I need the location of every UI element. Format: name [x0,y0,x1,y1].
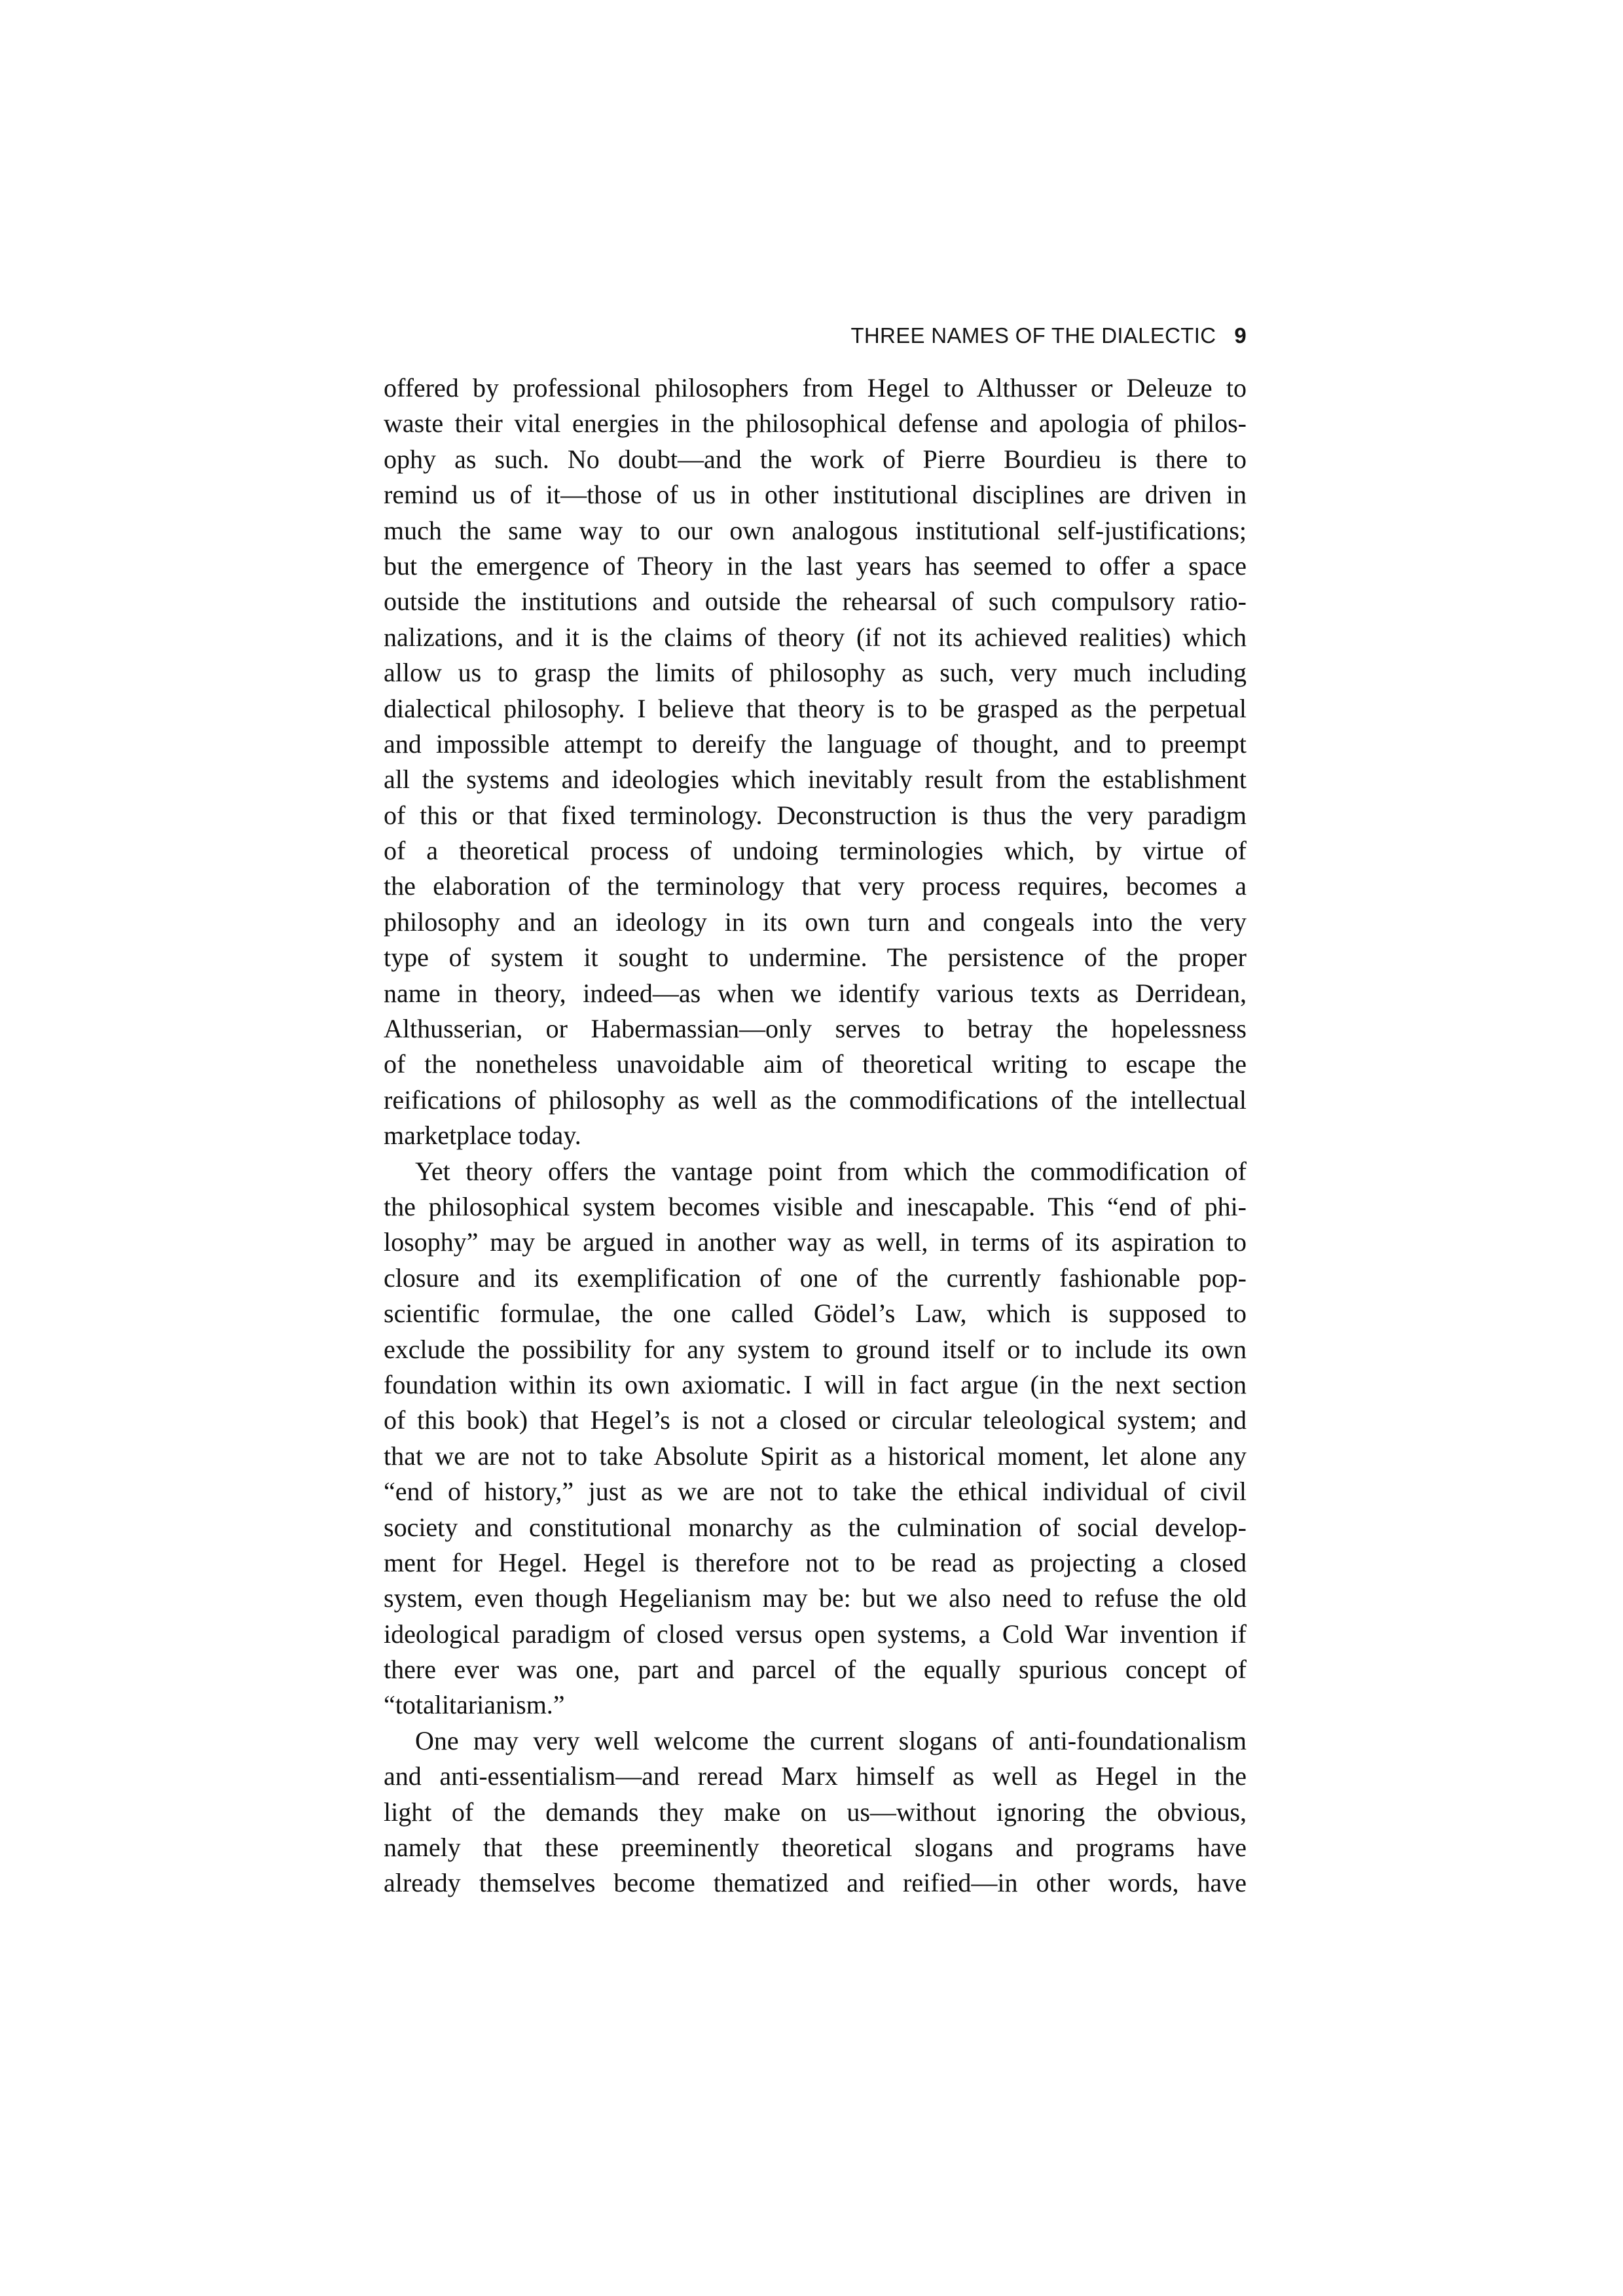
text-line: ophy as such. No doubt—and the work of Pierre Bourdieu is there to [384,444,1247,474]
text-line: waste their vital energies in the philosophical defense and apologia of philos- [384,408,1247,439]
paragraph-end-line: marketplace today. [384,1121,581,1151]
text-line: reifications of philosophy as well as the commodifications of the intellectual [384,1085,1247,1115]
text-line: type of system it sought to undermine. The persistence of the proper [384,942,1247,973]
paragraph-end-line: “totalitarianism.” [384,1690,565,1720]
text-line: the elaboration of the terminology that very process requires, becomes a [384,871,1247,901]
running-head [384,323,1247,348]
text-line: foundation within its own axiomatic. I will in fact argue (in the next section [384,1369,1247,1399]
text-line: of a theoretical process of undoing terminologies which, by virtue of [384,836,1247,866]
text-line: remind us of it—those of us in other institutional disciplines are driven in [384,480,1247,510]
text-line: outside the institutions and outside the rehearsal of such compulsory ratio- [384,586,1247,617]
text-line: exclude the possibility for any system to ground itself or to include its own [384,1334,1247,1364]
text-line: all the systems and ideologies which inevitably result from the establishment [384,764,1247,795]
text-line: of this book) that Hegel’s is not a closed or circular teleological system; and [384,1405,1247,1435]
text-line: namely that these preeminently theoretical slogans and programs have [384,1833,1247,1863]
running-head-title: THREE NAMES OF THE DIALECTIC [850,323,1216,348]
text-line: closure and its exemplification of one of the currently fashionable pop- [384,1263,1247,1293]
text-line: Althusserian, or Habermassian—only serves to betray the hopelessness [384,1014,1247,1044]
text-line: offered by professional philosophers from Hegel to Althusser or Deleuze to [384,373,1247,403]
text-line: name in theory, indeed—as when we identify various texts as Derridean, [384,978,1247,1008]
text-line: there ever was one, part and parcel of the equally spurious concept of [384,1655,1247,1685]
text-line: of this or that fixed terminology. Deconstruction is thus the very paradigm [384,800,1247,830]
text-line: ment for Hegel. Hegel is therefore not to be read as projecting a closed [384,1547,1247,1577]
text-line: the philosophical system becomes visible and inescapable. This “end of phi- [384,1191,1247,1221]
text-line: losophy” may be argued in another way as well, in terms of its aspiration to [384,1227,1247,1257]
text-line: “end of history,” just as we are not to take the ethical individual of civil [384,1477,1247,1507]
paragraph-first-line: One may very well welcome the current slogans of anti-foundationalism [415,1725,1247,1755]
text-line: light of the demands they make on us—without ignoring the obvious, [384,1797,1247,1827]
text-line: scientific formulae, the one called Gödel’s Law, which is supposed to [384,1299,1247,1329]
text-line: philosophy and an ideology in its own turn and congeals into the very [384,906,1247,937]
text-line: ideological paradigm of closed versus open systems, a Cold War invention if [384,1619,1247,1649]
text-line: already themselves become thematized and reified—in other words, have [384,1868,1247,1898]
text-line: of the nonetheless unavoidable aim of theoretical writing to escape the [384,1049,1247,1079]
text-line: much the same way to our own analogous institutional self-justifications; [384,515,1247,545]
page-number: 9 [1234,323,1247,348]
text-line: that we are not to take Absolute Spirit as a historical moment, let alone any [384,1441,1247,1471]
text-line: system, even though Hegelianism may be: but we also need to refuse the old [384,1583,1247,1613]
text-line: nalizations, and it is the claims of theory (if not its achieved realities) which [384,622,1247,652]
text-line: but the emergence of Theory in the last years has seemed to offer a space [384,550,1247,581]
text-line: society and constitutional monarchy as the culmination of social develop- [384,1512,1247,1542]
text-line: and impossible attempt to dereify the language of thought, and to preempt [384,728,1247,759]
paragraph-first-line: Yet theory offers the vantage point from which the commodification of [415,1156,1247,1186]
text-line: and anti-essentialism—and reread Marx himself as well as Hegel in the [384,1761,1247,1791]
body-text [384,370,1247,1901]
text-line: dialectical philosophy. I believe that theory is to be grasped as the perpetual [384,693,1247,723]
text-line: allow us to grasp the limits of philosophy as such, very much including [384,658,1247,688]
